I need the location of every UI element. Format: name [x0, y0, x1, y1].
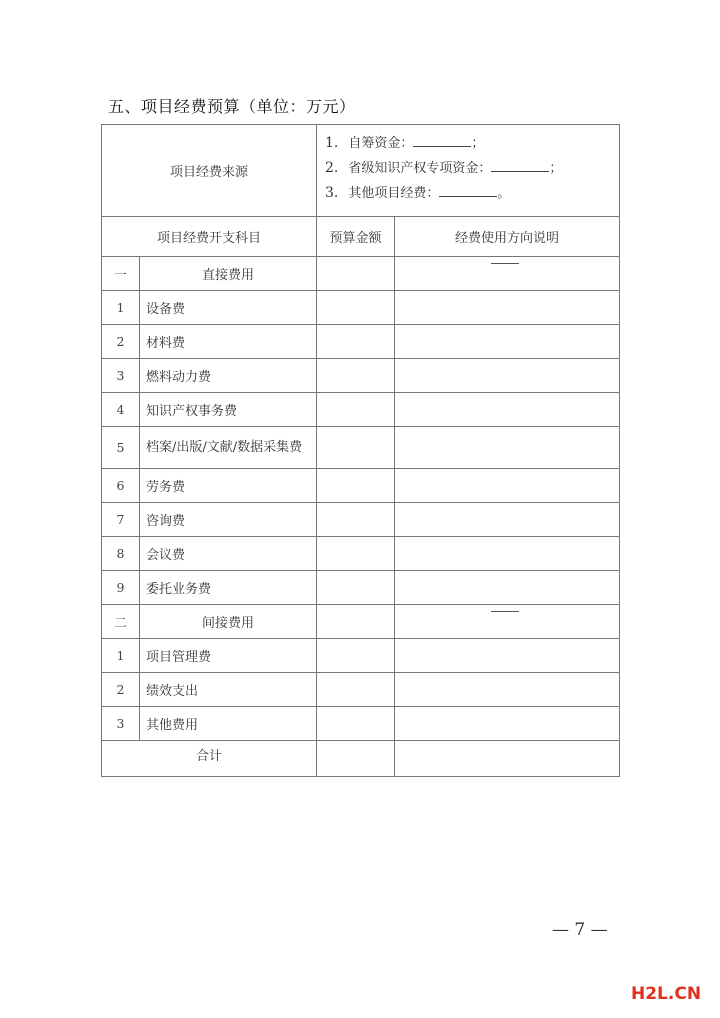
table-row — [102, 639, 620, 673]
row-name: 知识产权事务费 — [140, 393, 317, 427]
amount-cell[interactable] — [317, 325, 395, 359]
row-name: 档案/出版/文献/数据采集费 — [140, 427, 317, 469]
usage-cell[interactable] — [395, 707, 620, 741]
usage-cell[interactable] — [395, 469, 620, 503]
usage-cell[interactable] — [395, 359, 620, 393]
amount-cell[interactable] — [317, 393, 395, 427]
direct-cost-row — [102, 257, 620, 291]
col-subject: 项目经费开支科目 — [102, 217, 317, 257]
row-name: 绩效支出 — [140, 673, 317, 707]
usage-cell[interactable] — [395, 427, 620, 469]
col-usage: 经费使用方向说明 — [395, 217, 620, 257]
row-num: 2 — [102, 325, 140, 359]
section-num: 一 — [102, 257, 140, 291]
row-num: 4 — [102, 393, 140, 427]
row-name: 会议费 — [140, 537, 317, 571]
source-num: 1. — [325, 135, 339, 151]
row-name: 委托业务费 — [140, 571, 317, 605]
row-num: 1 — [102, 291, 140, 325]
funding-source-label: 项目经费来源 — [102, 125, 317, 217]
budget-table — [101, 124, 620, 777]
row-name: 设备费 — [140, 291, 317, 325]
usage-cell[interactable] — [395, 639, 620, 673]
source-line-1 — [325, 131, 611, 156]
table-row — [102, 469, 620, 503]
row-num: 2 — [102, 673, 140, 707]
fill-blank[interactable] — [439, 184, 497, 197]
total-label: 合计 — [102, 741, 317, 777]
funding-source-row — [102, 125, 620, 217]
usage-cell[interactable] — [395, 291, 620, 325]
source-num: 2. — [325, 160, 339, 176]
fill-blank[interactable] — [413, 134, 471, 147]
table-row — [102, 571, 620, 605]
amount-cell[interactable] — [317, 707, 395, 741]
row-num: 5 — [102, 427, 140, 469]
source-end: ； — [471, 136, 485, 151]
source-line-2 — [325, 156, 611, 181]
row-num: 8 — [102, 537, 140, 571]
usage-cell[interactable] — [395, 673, 620, 707]
amount-cell[interactable] — [317, 503, 395, 537]
table-row — [102, 427, 620, 469]
total-row — [102, 741, 620, 777]
row-num: 6 — [102, 469, 140, 503]
usage-cell[interactable] — [395, 503, 620, 537]
amount-cell[interactable] — [317, 291, 395, 325]
amount-cell[interactable] — [317, 605, 395, 639]
amount-cell[interactable] — [317, 639, 395, 673]
dash-mark — [491, 263, 519, 264]
table-row — [102, 291, 620, 325]
page-number: — 7 — — [552, 920, 608, 940]
dash-mark — [491, 611, 519, 612]
row-num: 3 — [102, 707, 140, 741]
indirect-cost-row — [102, 605, 620, 639]
source-num: 3. — [325, 185, 339, 201]
amount-cell[interactable] — [317, 537, 395, 571]
row-num: 1 — [102, 639, 140, 673]
table-row — [102, 537, 620, 571]
funding-source-lines — [317, 125, 620, 217]
row-name: 燃料动力费 — [140, 359, 317, 393]
row-num: 9 — [102, 571, 140, 605]
table-row — [102, 359, 620, 393]
section-heading: 五、项目经费预算（单位：万元） — [108, 97, 356, 116]
section-num: 二 — [102, 605, 140, 639]
site-watermark: H2L.CN — [631, 984, 702, 1004]
source-end: 。 — [497, 186, 511, 201]
table-row — [102, 707, 620, 741]
usage-cell[interactable] — [395, 571, 620, 605]
row-name: 咨询费 — [140, 503, 317, 537]
amount-cell[interactable] — [317, 673, 395, 707]
usage-cell[interactable] — [395, 537, 620, 571]
row-num: 3 — [102, 359, 140, 393]
col-amount: 预算金额 — [317, 217, 395, 257]
amount-cell[interactable] — [317, 359, 395, 393]
usage-cell — [395, 605, 620, 639]
row-name: 劳务费 — [140, 469, 317, 503]
section-title: 直接费用 — [140, 257, 317, 291]
amount-cell[interactable] — [317, 427, 395, 469]
usage-cell[interactable] — [395, 325, 620, 359]
source-end: ； — [549, 161, 563, 176]
fill-blank[interactable] — [491, 159, 549, 172]
table-row — [102, 503, 620, 537]
amount-cell[interactable] — [317, 571, 395, 605]
usage-cell — [395, 257, 620, 291]
row-name: 项目管理费 — [140, 639, 317, 673]
row-name: 材料费 — [140, 325, 317, 359]
table-row — [102, 673, 620, 707]
amount-cell[interactable] — [317, 469, 395, 503]
table-row — [102, 325, 620, 359]
source-line-3 — [325, 181, 611, 206]
row-num: 7 — [102, 503, 140, 537]
usage-cell[interactable] — [395, 741, 620, 777]
source-text: 其他项目经费： — [348, 186, 440, 201]
source-text: 省级知识产权专项资金： — [348, 161, 492, 176]
table-row — [102, 393, 620, 427]
amount-cell[interactable] — [317, 257, 395, 291]
column-header-row — [102, 217, 620, 257]
section-title: 间接费用 — [140, 605, 317, 639]
source-text: 自筹资金： — [348, 136, 414, 151]
amount-cell[interactable] — [317, 741, 395, 777]
row-name: 其他费用 — [140, 707, 317, 741]
usage-cell[interactable] — [395, 393, 620, 427]
